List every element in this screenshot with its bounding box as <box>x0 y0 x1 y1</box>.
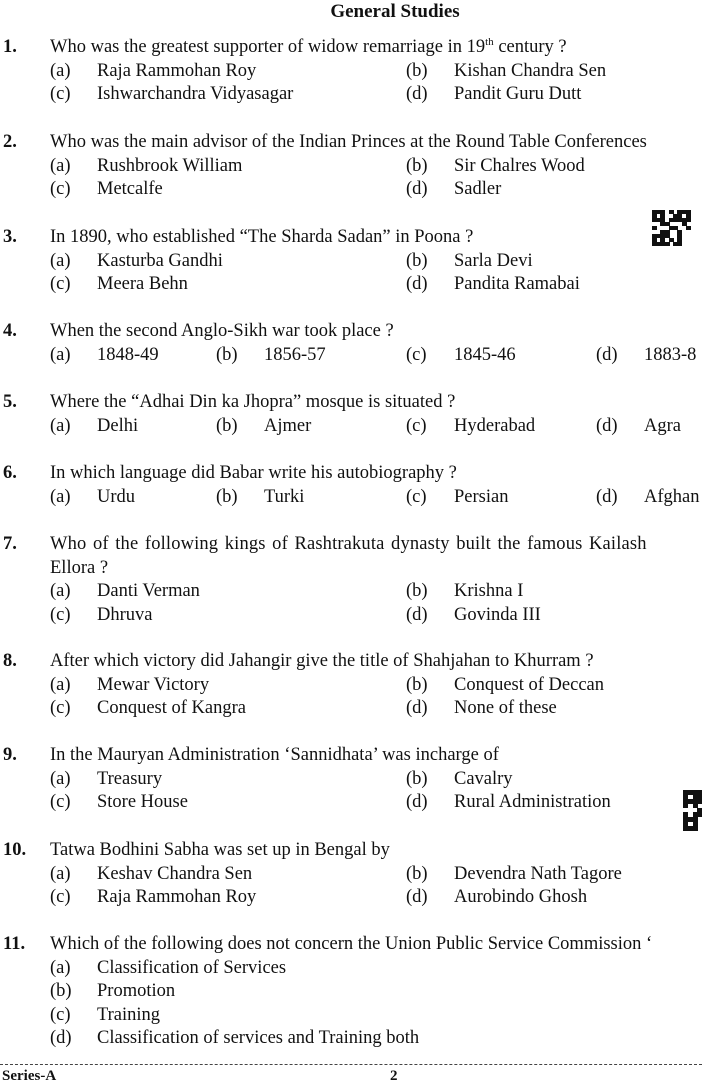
question-2 <box>0 131 702 202</box>
option-label: (a) <box>50 674 71 695</box>
qr-module <box>686 226 691 230</box>
option-text: Aurobindo Ghosh <box>454 887 588 907</box>
option-text: Urdu <box>97 486 136 507</box>
option-label: (c) <box>50 84 71 104</box>
option-label: (a) <box>50 344 71 365</box>
question-text: In 1890, who established “The Sharda Sadan” in Poona ? <box>50 227 474 247</box>
option-text: Meera Behn <box>97 274 188 294</box>
option-label: (b) <box>406 250 428 271</box>
option-text: Persian <box>454 486 509 507</box>
qr-module <box>677 242 682 246</box>
option-text: Training <box>97 1004 161 1025</box>
option-label: (b) <box>216 344 238 365</box>
question-10 <box>0 839 702 910</box>
option-label: (a) <box>50 60 71 81</box>
question-text: Who was the greatest supporter of widow remarriage in 19th century ? <box>50 36 567 57</box>
option-text: Rural Administration <box>454 792 611 812</box>
question-9 <box>0 744 702 815</box>
option-text: Raja Rammohan Roy <box>97 60 257 81</box>
option-label: (d) <box>406 604 428 625</box>
option-label: (b) <box>50 981 72 1001</box>
option-label: (b) <box>406 863 428 884</box>
option-label: (a) <box>50 250 71 271</box>
question-number: 10. <box>3 840 27 860</box>
option-label: (c) <box>50 274 71 294</box>
option-text: 1848-49 <box>97 344 159 365</box>
qr-module <box>665 242 670 246</box>
option-text: Treasury <box>97 768 163 789</box>
page-title: General Studies <box>330 1 460 22</box>
qr-module <box>673 218 678 222</box>
question-number: 4. <box>3 321 17 341</box>
question-text: Which of the following does not concern the Union Public Service Commission ‘ <box>50 934 653 954</box>
option-text: Devendra Nath Tagore <box>454 863 622 884</box>
option-text: Ishwarchandra Vidyasagar <box>97 84 294 104</box>
option-label: (b) <box>406 60 428 81</box>
option-label: (c) <box>50 179 71 199</box>
question-8 <box>0 650 702 721</box>
question-number: 1. <box>3 37 17 57</box>
option-text: Conquest of Kangra <box>97 698 246 718</box>
option-text: Pandit Guru Dutt <box>454 84 582 104</box>
option-label: (d) <box>406 274 428 294</box>
question-text: After which victory did Jahangir give the title of Shahjahan to Khurram ? <box>50 651 594 671</box>
qr-module <box>683 812 688 817</box>
option-label: (a) <box>50 581 71 601</box>
question-text: Tatwa Bodhini Sabha was set up in Bengal by <box>50 840 390 860</box>
question-7 <box>0 533 702 627</box>
question-number: 2. <box>3 132 17 152</box>
question-4 <box>0 320 702 367</box>
question-number: 3. <box>3 227 17 247</box>
option-text: Store House <box>97 792 188 812</box>
question-11 <box>0 933 702 1051</box>
option-text: Mewar Victory <box>97 674 210 695</box>
qr-code-bottom <box>683 790 702 830</box>
option-text: Sir Chalres Wood <box>454 155 585 176</box>
option-label: (a) <box>50 415 71 436</box>
question-number: 5. <box>3 392 17 412</box>
qr-module <box>683 803 688 808</box>
option-text: 1856-57 <box>264 344 326 365</box>
option-label: (a) <box>50 863 71 884</box>
option-label: (b) <box>216 486 238 507</box>
footer-divider <box>0 1064 702 1065</box>
option-text: Classification of services and Training both <box>97 1028 420 1048</box>
option-label: (d) <box>406 698 428 718</box>
qr-module <box>697 812 702 817</box>
option-text: Keshav Chandra Sen <box>97 863 253 884</box>
option-text: Hyderabad <box>454 415 536 436</box>
option-text: Metcalfe <box>97 179 163 199</box>
page-number: 2 <box>390 1068 398 1084</box>
question-number: 8. <box>3 651 17 671</box>
option-label: (d) <box>406 84 428 104</box>
option-label: (a) <box>50 768 71 789</box>
question-text: In the Mauryan Administration ‘Sannidhata’ was incharge of <box>50 745 499 765</box>
option-label: (a) <box>50 155 71 176</box>
option-text: Kishan Chandra Sen <box>454 60 607 81</box>
option-label: (d) <box>50 1028 72 1048</box>
option-label: (b) <box>406 768 428 789</box>
option-label: (c) <box>50 698 71 718</box>
option-text: Promotion <box>97 981 176 1001</box>
option-label: (b) <box>216 415 238 436</box>
option-label: (d) <box>406 887 428 907</box>
option-text: Classification of Services <box>97 957 287 978</box>
option-label: (d) <box>406 792 428 812</box>
question-3 <box>0 226 702 297</box>
option-text: Dhruva <box>97 604 153 625</box>
option-text: 1845-46 <box>454 344 516 365</box>
question-text-continued: Ellora ? <box>50 557 109 578</box>
question-5 <box>0 391 702 438</box>
qr-module <box>697 799 702 804</box>
option-text: Cavalry <box>454 768 513 789</box>
question-6 <box>0 462 702 509</box>
qr-code-top <box>652 210 690 246</box>
option-text: Raja Rammohan Roy <box>97 887 257 907</box>
option-label: (b) <box>406 581 428 601</box>
question-1 <box>0 36 702 107</box>
option-label: (c) <box>50 792 71 812</box>
option-label: (d) <box>596 486 618 507</box>
option-text: Pandita Ramabai <box>454 274 580 294</box>
option-label: (b) <box>406 674 428 695</box>
option-text: Govinda III <box>454 604 541 625</box>
option-text: Ajmer <box>264 415 312 436</box>
option-label: (d) <box>406 179 428 199</box>
option-text: Conquest of Deccan <box>454 674 605 695</box>
option-label: (c) <box>406 344 427 365</box>
question-number: 7. <box>3 534 17 554</box>
option-label: (a) <box>50 486 71 507</box>
option-text: Krishna I <box>454 581 524 601</box>
option-label: (d) <box>596 415 618 436</box>
option-label: (c) <box>406 415 427 436</box>
option-label: (d) <box>596 344 618 365</box>
option-text: Rushbrook William <box>97 155 243 176</box>
option-text: Sadler <box>454 179 502 199</box>
option-text: Delhi <box>97 415 139 436</box>
option-label: (c) <box>406 486 427 507</box>
question-number: 9. <box>3 745 17 765</box>
question-text: Where the “Adhai Din ka Jhopra” mosque is situated ? <box>50 392 456 412</box>
question-number: 11. <box>3 934 26 954</box>
option-text: Agra <box>644 415 681 436</box>
qr-module <box>652 226 657 230</box>
question-text: In which language did Babar write his autobiography ? <box>50 463 457 483</box>
option-label: (c) <box>50 604 71 625</box>
option-label: (c) <box>50 1004 71 1025</box>
question-number: 6. <box>3 463 17 483</box>
question-text: Who was the main advisor of the Indian Princes at the Round Table Conferences <box>50 132 647 152</box>
option-text: None of these <box>454 698 557 718</box>
option-label: (b) <box>406 155 428 176</box>
option-text: Afghan <box>644 486 700 507</box>
option-text: Kasturba Gandhi <box>97 250 223 271</box>
qr-module <box>693 826 698 831</box>
option-text: Danti Verman <box>97 581 200 601</box>
option-text: 1883-8 <box>644 344 697 365</box>
option-label: (c) <box>50 887 71 907</box>
question-text: Who of the following kings of Rashtrakuta dynasty built the famous Kailash <box>50 534 647 554</box>
question-text: When the second Anglo-Sikh war took place ? <box>50 321 394 341</box>
option-text: Sarla Devi <box>454 250 533 271</box>
option-text: Turki <box>264 486 305 507</box>
series-label: Series-A <box>2 1068 57 1084</box>
option-label: (a) <box>50 957 71 978</box>
